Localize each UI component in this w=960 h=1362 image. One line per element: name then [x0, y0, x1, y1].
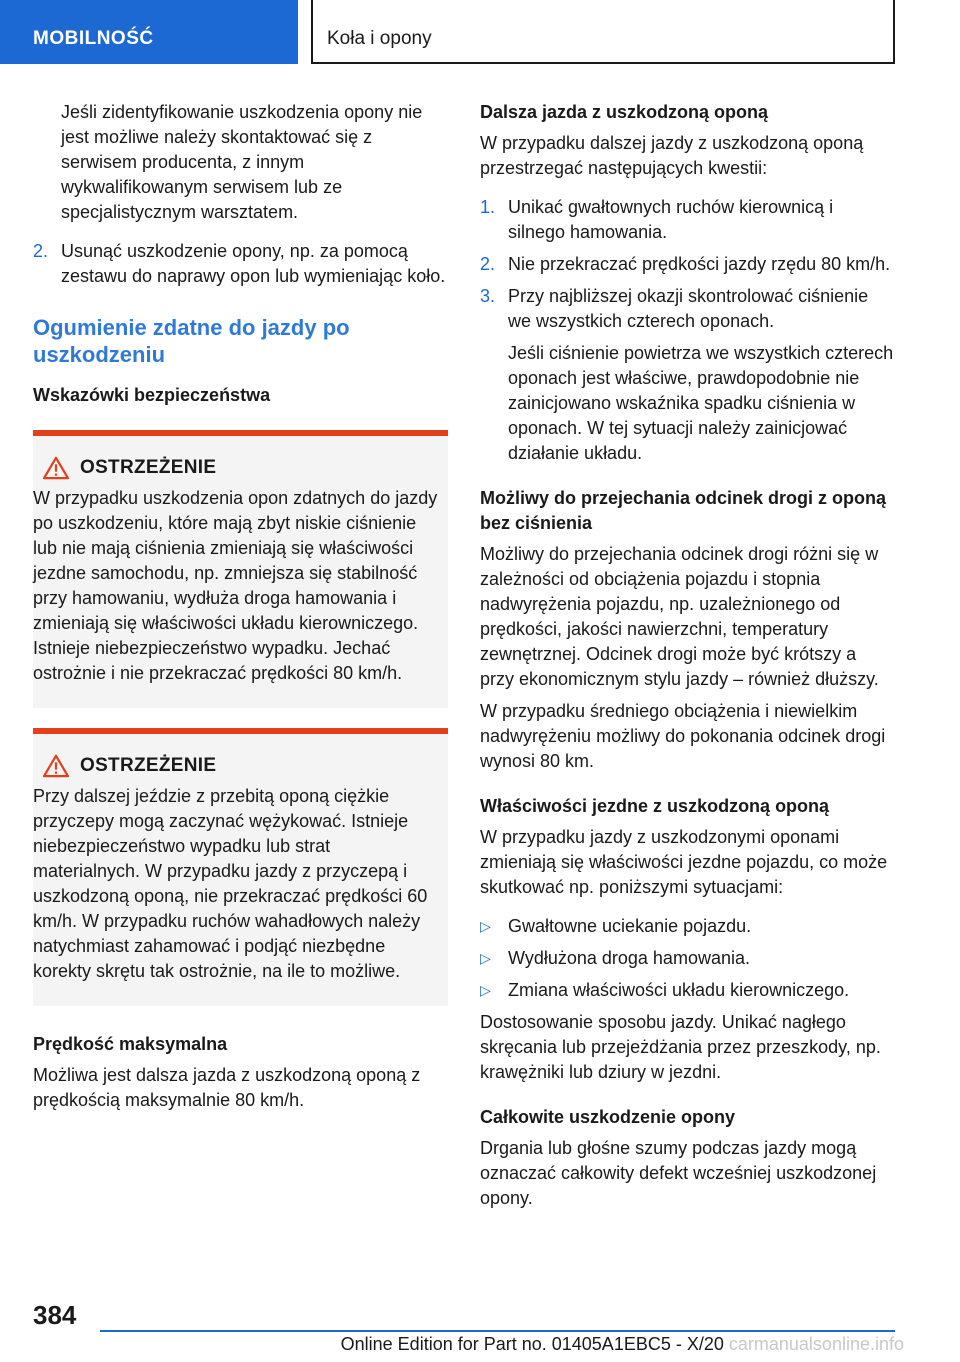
step-text: Usunąć uszkodzenie opony, np. za pomocą zestawu do naprawy opon lub wymieniając koło.: [61, 241, 446, 286]
bullet-text: Wydłużona droga hamowania.: [508, 948, 750, 968]
handling-text: W przypadku jazdy z uszkodzonymi oponami zmieniają się właściwości jezdne pojazdu, co może skutkować np. poniższymi sytuacjami:: [480, 827, 888, 897]
handling-heading: Właściwości jezdne z uszkodzoną oponą: [480, 796, 830, 816]
list-item: [480, 284, 895, 334]
triangle-bullet-icon: ▷: [480, 982, 491, 998]
failure-text: Drgania lub głośne szumy podczas jazdy mogą oznaczać całkowity defekt wcześniej uszkodzonej opony.: [480, 1138, 877, 1208]
range-text-2: W przypadku średniego obciążenia i niewielkim nadwyrężeniu możliwy do pokonania odcinek drogi wynosi 80 km.: [480, 701, 886, 771]
warning-box-1: [33, 430, 448, 708]
range-heading: Możliwy do przejechania odcinek drogi z oponą bez ciśnienia: [480, 488, 887, 533]
warning-title: OSTRZEŻENIE: [80, 755, 217, 776]
safety-heading: Wskazówki bezpieczeństwa: [33, 385, 271, 405]
item-3-note: Jeśli ciśnienie powietrza we wszystkich czterech oponach jest właściwe, prawdopodobnie nie zainicjowano wskaźnika spadku ciśnienia w oponach. W tej sytuacji należy zainicjować działanie układu.: [508, 343, 894, 463]
warning-text: Przy dalszej jeździe z przebitą oponą ciężkie przyczepy mogą zaczynać wężykować. Istnieje niebezpieczeństwo wypadku lub strat materialnych. W przypadku jazdy z przyczepą i uszkodzoną oponą, nie przekraczać prędkości 60 km/h. W przypadku ruchów wahadłowych należy natychmiast zahamować i podjąć niezbędne korekty skrętu tak ostrożnie, na ile to możliwe.: [33, 786, 428, 981]
section-tab: MOBILNOŚĆ: [0, 0, 298, 64]
footer-edition: [341, 1334, 904, 1355]
right-column: [480, 100, 895, 1211]
continue-driving-heading: Dalsza jazda z uszkodzoną oponą: [480, 102, 769, 122]
triangle-bullet-icon: ▷: [480, 950, 491, 966]
list-item: [480, 252, 895, 277]
left-column: [33, 100, 448, 1113]
item-number: 3.: [480, 286, 496, 306]
warning-text: W przypadku uszkodzenia opon zdatnych do jazdy po uszkodzeniu, które mają zbyt niskie ciśnienie lub nie mają ciśnienia zmieniają się właściwości jezdne samochodu, np. zmniejsza się stabilność przy hamowaniu, wydłuża droga hamowania i zmieniają się właściwości układu kierowniczego. Istnieje niebezpieczeństwo wypadku. Jechać ostrożnie i nie przekraczać prędkości 80 km/h.: [33, 488, 438, 683]
item-text: Nie przekraczać prędkości jazdy rzędu 80 km/h.: [508, 254, 891, 274]
bullet-item: [480, 914, 895, 939]
warning-header: [33, 754, 440, 778]
item-number: 2.: [480, 254, 496, 274]
footer-divider: [100, 1330, 895, 1332]
warning-triangle-icon: [41, 456, 71, 480]
max-speed-text: Możliwa jest dalsza jazda z uszkodzoną oponą z prędkością maksymalnie 80 km/h.: [33, 1065, 421, 1110]
warning-box-2: [33, 728, 448, 1006]
bullet-item: [480, 978, 895, 1003]
warning-triangle-icon: [41, 754, 71, 778]
watermark-text: carmanualsonline.info: [728, 1334, 904, 1354]
failure-heading: Całkowite uszkodzenie opony: [480, 1107, 736, 1127]
section-heading: Ogumienie zdatne do jazdy po uszkodzeniu: [33, 315, 350, 367]
warning-title: OSTRZEŻENIE: [80, 457, 217, 478]
step1-continuation: Jeśli zidentyfikowanie uszkodzenia opony nie jest możliwe należy skontaktować się z serwisem producenta, z innym wykwalifikowanym serwisem lub ze specjalistycznym warsztatem.: [61, 102, 423, 222]
range-text-1: Możliwy do przejechania odcinek drogi różni się w zależności od obciążenia pojazdu i stopnia nadwyrężenia pojazdu, np. uzależnionego od prędkości, jakości nawierzchni, temperatury zewnętrznej. Odcinek drogi może być krótszy a przy ekonomicznym stylu jazdy – również dłuższy.: [480, 544, 879, 689]
item-text: Unikać gwałtownych ruchów kierownicą i silnego hamowania.: [508, 197, 834, 242]
warning-header: [33, 456, 440, 480]
step-2: [33, 239, 448, 289]
edition-text: Online Edition for Part no. 01405A1EBC5 - X/20: [340, 1334, 724, 1354]
item-number: 1.: [480, 197, 496, 217]
page-number: 384: [33, 1300, 77, 1330]
continue-driving-text: W przypadku dalszej jazdy z uszkodzoną oponą przestrzegać następujących kwestii:: [480, 133, 864, 178]
adjust-driving-text: Dostosowanie sposobu jazdy. Unikać nagłego skręcania lub przejeżdżania przez przeszkody, np. krawężniki lub dziury w jezdni.: [480, 1012, 881, 1082]
triangle-bullet-icon: ▷: [480, 918, 491, 934]
chapter-title: Koła i opony: [311, 0, 895, 64]
list-item: [480, 195, 895, 245]
bullet-text: Zmiana właściwości układu kierowniczego.: [508, 980, 850, 1000]
bullet-item: [480, 946, 895, 971]
step-number: 2.: [33, 241, 49, 261]
item-text: Przy najbliższej okazji skontrolować ciśnienie we wszystkich czterech oponach.: [508, 286, 869, 331]
max-speed-heading: Prędkość maksymalna: [33, 1034, 228, 1054]
bullet-text: Gwałtowne uciekanie pojazdu.: [508, 916, 752, 936]
